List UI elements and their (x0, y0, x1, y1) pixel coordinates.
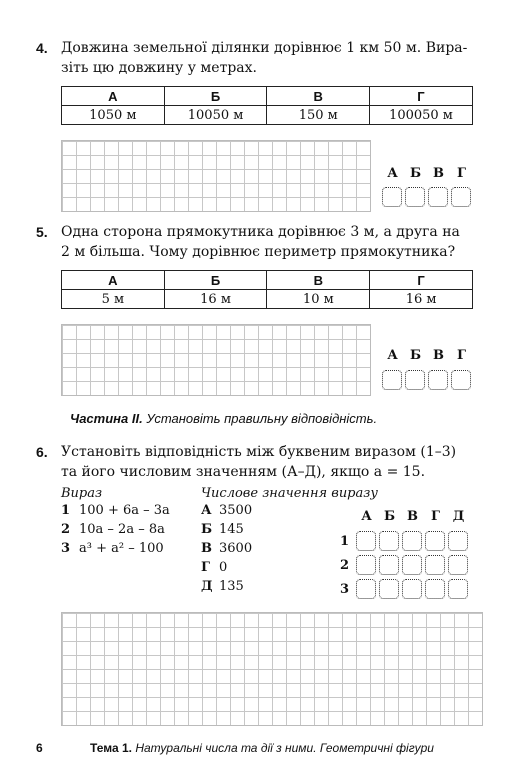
answer-box-g[interactable] (451, 370, 471, 390)
answer-letter: Д (452, 509, 465, 524)
value-letter: Г (201, 560, 210, 575)
value-text: 0 (219, 560, 228, 575)
value-letter: А (201, 503, 212, 518)
answer-row-number: 3 (340, 582, 350, 597)
expressions-column-title: Вираз (61, 486, 103, 501)
answer-box-g[interactable] (451, 187, 471, 207)
expression-row (61, 503, 170, 518)
answer-box-1b[interactable] (379, 531, 399, 551)
option-value: 100050 м (369, 106, 472, 125)
option-value: 150 м (267, 106, 370, 125)
answer-box-2d[interactable] (448, 555, 468, 575)
question-5-options-table (61, 270, 473, 309)
question-6-number: 6. (36, 444, 48, 460)
answer-letter: Г (431, 509, 440, 524)
answer-box-1d[interactable] (448, 531, 468, 551)
value-letter: В (201, 541, 212, 556)
value-text: 145 (219, 522, 244, 537)
question-5-answer-letters (381, 348, 473, 363)
answer-box-a[interactable] (382, 187, 402, 207)
option-letter: Б (164, 271, 267, 290)
answer-letter: В (433, 166, 444, 181)
question-5-number: 5. (36, 224, 48, 240)
question-4-text-line2: зіть цю довжину у метрах. (61, 60, 257, 76)
option-letter: А (62, 87, 165, 106)
answer-letter: Б (409, 348, 422, 363)
answer-box-a[interactable] (382, 370, 402, 390)
value-row (201, 560, 227, 575)
answer-letter: А (387, 348, 398, 363)
value-text: 135 (219, 579, 244, 594)
question-4-options-table (61, 86, 473, 125)
answer-box-2g[interactable] (425, 555, 445, 575)
answer-box-1v[interactable] (402, 531, 422, 551)
answer-box-b[interactable] (405, 187, 425, 207)
answer-letter: В (433, 348, 444, 363)
option-letter: В (267, 87, 370, 106)
answer-box-3d[interactable] (448, 579, 468, 599)
value-letter: Д (201, 579, 213, 594)
answer-letter: Г (457, 348, 466, 363)
answer-box-3a[interactable] (356, 579, 376, 599)
value-text: 3500 (219, 503, 253, 518)
part-2-heading (70, 411, 377, 426)
option-letter: В (267, 271, 370, 290)
expression-text: 10a – 2a – 8a (79, 522, 165, 537)
option-value: 10050 м (164, 106, 267, 125)
option-letter: Г (369, 87, 472, 106)
answer-box-2b[interactable] (379, 555, 399, 575)
answer-box-1g[interactable] (425, 531, 445, 551)
value-row (201, 503, 252, 518)
value-text: 3600 (219, 541, 253, 556)
question-4-number: 4. (36, 40, 48, 56)
expression-text: 100 + 6a – 3a (79, 503, 170, 518)
answer-box-3g[interactable] (425, 579, 445, 599)
expression-number: 3 (61, 541, 71, 556)
option-value: 10 м (267, 290, 370, 309)
answer-box-3v[interactable] (402, 579, 422, 599)
option-value: 16 м (370, 290, 473, 309)
question-5-text-line1: Одна сторона прямокутника дорівнює 3 м, а друга на (61, 224, 460, 240)
question-6-text-line1: Установіть відповідність між буквеним виразом (1–3) (61, 444, 457, 460)
answer-letter: Г (457, 166, 466, 181)
question-5-draft-grid[interactable] (61, 324, 371, 396)
values-column-title: Числове значення виразу (201, 486, 378, 501)
answer-box-b[interactable] (405, 370, 425, 390)
question-4-text-line1: Довжина земельної ділянки дорівнює 1 км 50 м. Вира- (61, 40, 468, 56)
part-2-text: Установіть правильну відповідність. (142, 411, 378, 426)
value-row (201, 522, 244, 537)
footer-topic (90, 741, 434, 755)
answer-row-number: 1 (340, 534, 350, 549)
answer-box-2v[interactable] (402, 555, 422, 575)
expression-row (61, 541, 164, 556)
option-value: 5 м (62, 290, 165, 309)
part-2-label: Частина ІІ. (70, 411, 143, 426)
answer-letter: Б (409, 166, 422, 181)
answer-box-1a[interactable] (356, 531, 376, 551)
answer-row-number: 2 (340, 558, 350, 573)
question-4-answer-letters (381, 166, 473, 181)
expression-number: 1 (61, 503, 71, 518)
answer-letter: А (361, 509, 372, 524)
answer-letter: В (407, 509, 418, 524)
answer-box-3b[interactable] (379, 579, 399, 599)
option-letter: А (62, 271, 165, 290)
answer-letter: Б (383, 509, 396, 524)
question-6-draft-grid[interactable] (61, 612, 483, 726)
footer-topic-label: Тема 1. (90, 741, 132, 755)
footer-topic-text: Натуральні числа та дії з ними. Геометричні фігури (131, 741, 434, 755)
answer-box-2a[interactable] (356, 555, 376, 575)
option-letter: Г (370, 271, 473, 290)
option-value: 16 м (164, 290, 267, 309)
question-4-draft-grid[interactable] (61, 140, 371, 212)
question-6-answer-letters (355, 509, 470, 524)
expression-number: 2 (61, 522, 71, 537)
option-letter: Б (164, 87, 267, 106)
value-row (201, 541, 252, 556)
answer-box-v[interactable] (428, 370, 448, 390)
answer-box-v[interactable] (428, 187, 448, 207)
expression-row (61, 522, 165, 537)
value-row (201, 579, 244, 594)
question-6-text-line2: та його числовим значенням (А–Д), якщо a = 15. (61, 464, 426, 480)
value-letter: Б (201, 522, 213, 537)
answer-letter: А (387, 166, 398, 181)
option-value: 1050 м (62, 106, 165, 125)
question-5-text-line2: 2 м більша. Чому дорівнює периметр прямокутника? (61, 244, 456, 260)
expression-text: a³ + a² – 100 (79, 541, 164, 556)
page-number: 6 (36, 741, 43, 755)
